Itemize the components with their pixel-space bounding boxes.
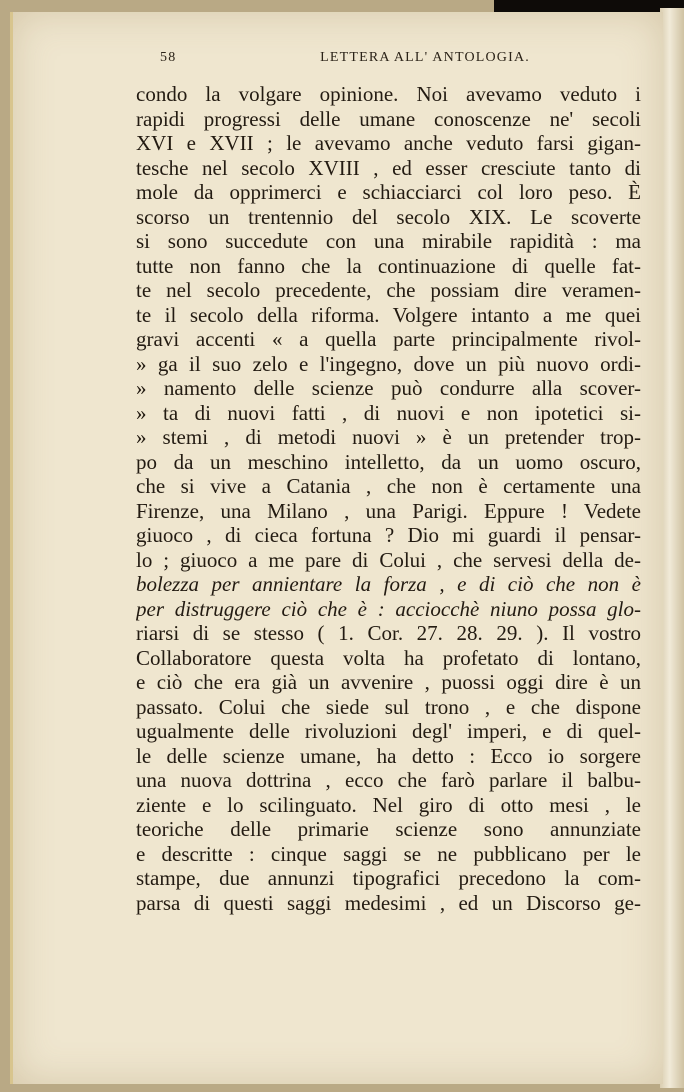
- text-line: condo la volgare opinione. Noi avevamo veduto i: [136, 82, 641, 106]
- text-line: le delle scienze umane, ha detto : Ecco io sorgere: [136, 743, 641, 768]
- text-line: gravi accenti « a quella parte principalmente rivol-: [136, 327, 641, 351]
- text-line: che si vive a Catania , che non è certamente una: [136, 474, 641, 498]
- text-line: » ga il suo zelo e l'ingegno, dove un più nuovo ordi-: [136, 351, 641, 376]
- text-line: Firenze, una Milano , una Parigi. Eppure ! Vedete: [136, 498, 641, 523]
- text-line: tesche nel secolo XVIII , ed esser cresciute tanto di: [136, 155, 641, 180]
- text-line: » ta di nuovi fatti , di nuovi e non ipotetici si-: [136, 400, 641, 425]
- text-line: ziente e lo scilinguato. Nel giro di otto mesi , le: [136, 792, 641, 817]
- text-line: tutte non fanno che la continuazione di quelle fat-: [136, 253, 641, 278]
- text-line: te il secolo della riforma. Volgere intanto a me quei: [136, 302, 641, 327]
- text-line: rapidi progressi delle umane conoscenze ne' secoli: [136, 106, 641, 131]
- text-line: scorso un trentennio del secolo XIX. Le scoverte: [136, 204, 641, 229]
- text-line: XVI e XVII ; le avevamo anche veduto farsi gigan-: [136, 131, 641, 155]
- text-line-italic: bolezza per annientare la forza , e di ciò che non è: [136, 572, 641, 596]
- text-line: te nel secolo precedente, che possiam dire veramen-: [136, 278, 641, 302]
- text-line: Collaboratore questa volta ha profetato di lontano,: [136, 645, 641, 670]
- text-line: mole da opprimerci e schiacciarci col loro peso. È: [136, 180, 641, 204]
- body-text: [136, 82, 641, 915]
- text-line-italic: per distruggere ciò che è : acciocchè niuno possa glo-: [136, 596, 641, 621]
- text-line: teoriche delle primarie scienze sono annunziate: [136, 817, 641, 841]
- text-line: una nuova dottrina , ecco che farò parlare il balbu-: [136, 768, 641, 792]
- text-line: » stemi , di metodi nuovi » è un pretender trop-: [136, 425, 641, 449]
- text-line: lo ; giuoco a me pare di Colui , che servesi della de-: [136, 547, 641, 572]
- text-line: giuoco , di cieca fortuna ? Dio mi guardi il pensar-: [136, 523, 641, 547]
- text-line: e descritte : cinque saggi se ne pubblicano per le: [136, 841, 641, 866]
- text-line: passato. Colui che siede sul trono , e che dispone: [136, 694, 641, 719]
- text-line: riarsi di se stesso ( 1. Cor. 27. 28. 29. ). Il vostro: [136, 621, 641, 645]
- page-number: 58: [160, 50, 177, 65]
- text-line: » namento delle scienze può condurre alla scover-: [136, 376, 641, 400]
- text-line: parsa di questi saggi medesimi , ed un Discorso ge-: [136, 890, 641, 915]
- page-fore-edge: [660, 8, 684, 1088]
- running-title: LETTERA ALL' ANTOLOGIA.: [320, 50, 530, 65]
- running-header: [160, 50, 530, 66]
- text-line: e ciò che era già un avvenire , puossi oggi dire è un: [136, 670, 641, 694]
- text-line: po da un meschino intelletto, da un uomo oscuro,: [136, 449, 641, 474]
- text-line: ugualmente delle rivoluzioni degl' imperi, e di quel-: [136, 719, 641, 743]
- text-line: si sono succedute con una mirabile rapidità : ma: [136, 229, 641, 253]
- text-line: stampe, due annunzi tipografici precedono la com-: [136, 866, 641, 890]
